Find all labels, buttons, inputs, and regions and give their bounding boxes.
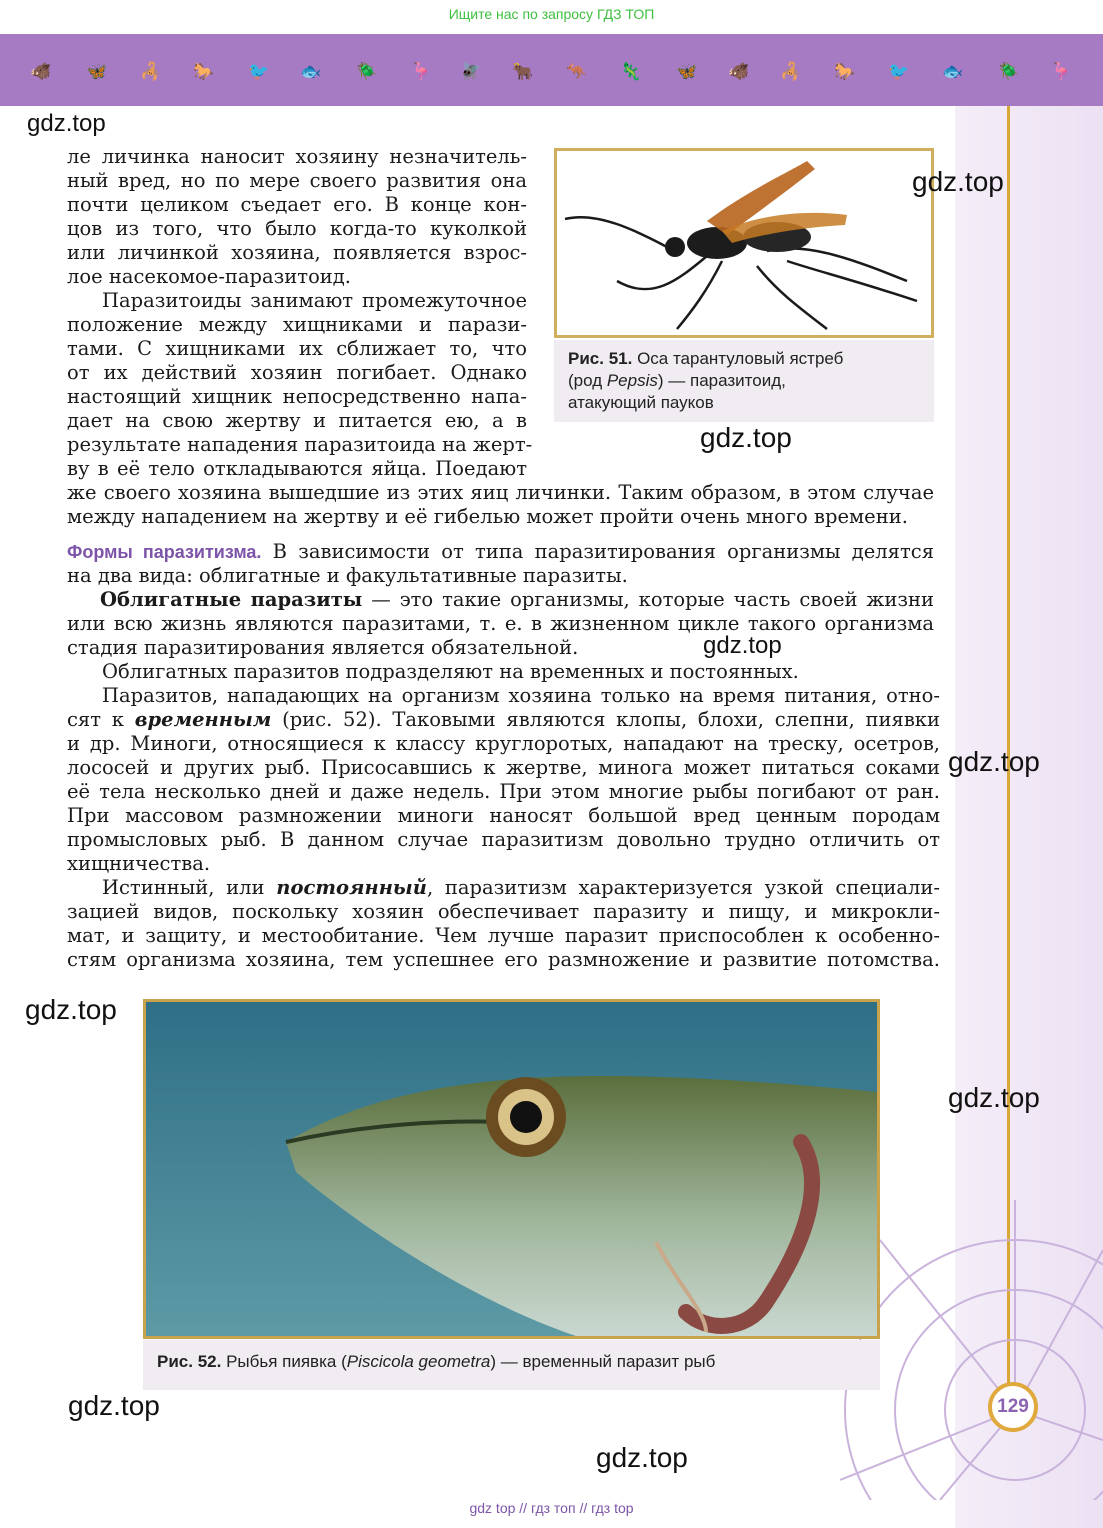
text-line: или всю жизнь являются паразитами, т. е. в жизненном цикле такого организма [67,612,934,635]
footer-link[interactable]: гдз top [591,1500,634,1516]
watermark: gdz.top [700,422,792,453]
text-line: ву в её тело откладываются яйца. Поедают [67,457,527,480]
fish-image [146,1002,877,1336]
fly-icon: 🪰 [460,62,482,82]
text-line: или личинкой хозяина, появляется взрос- [67,241,527,264]
text-line: сят к [67,708,135,731]
horse-icon: 🐎 [834,62,856,82]
watermark: gdz.top [68,1390,160,1421]
text-line: хищничества. [67,852,211,875]
text-line: При массовом размножении миноги наносят большой вред ценным породам [67,804,940,827]
text-line: между нападением на жертву и её гибелью может пройти очень много времени. [67,505,908,528]
text-line: результате нападения паразитоида на жерт- [67,433,533,456]
caption-text: атакующий пауков [568,393,714,412]
bird-icon: 🐦 [248,62,270,82]
kangaroo-icon: 🦘 [566,62,588,82]
text-line: , паразитизм характеризуется узкой специали- [426,876,940,899]
text-line: стадия паразитирования является обязательной. [67,636,579,659]
fish-icon: 🐟 [300,62,322,82]
heron-icon: 🦩 [1050,62,1072,82]
text-line: же своего хозяина вышедшие из этих яиц личинки. Таким образом, в этом случае [67,481,934,504]
figure-wasp [554,148,934,338]
paragraph-temporary [67,684,940,876]
footer-links [0,1500,1103,1516]
watermark: gdz.top [912,166,1004,197]
text-line: почти целиком съедает его. В конце кон- [67,193,527,216]
paragraph-forms [67,540,934,588]
text-line: В зависимости от типа паразитирования организмы делятся [272,540,934,563]
page-number: 129 [988,1382,1038,1432]
caption-species: Piscicola geometra [346,1352,491,1371]
fish-icon: 🐟 [942,62,964,82]
text-line: Паразитов, нападающих на организм хозяина только на время питания, отно- [102,684,940,707]
text-line: Истинный, или [102,876,277,899]
footer-link[interactable]: гдз топ [530,1500,576,1516]
text-line: дает на свою жертву и питается ею, а в [67,409,527,432]
paragraph-permanent [67,876,940,972]
footer-link[interactable]: gdz top [469,1500,516,1516]
beetle-icon: 🪲 [998,62,1020,82]
paragraph-parasitoids-cont [67,481,934,529]
boar-icon: 🐗 [30,62,52,82]
text-line: настоящий хищник непосредственно напа- [67,385,527,408]
text-line: ный вред, но по мере своего развития она [67,169,527,192]
butterfly-icon: 🦋 [86,62,108,82]
watermark: gdz.top [596,1442,688,1473]
text-line: мат, и защиту, и местообитание. Чем лучше паразит приспособлен к особенно- [67,924,940,947]
heron-icon: 🦩 [410,62,432,82]
text-line: Паразитоиды занимают промежуточное [102,289,527,312]
caption-genus: Pepsis [606,371,658,390]
top-ad-text[interactable]: Ищите нас по запросу ГДЗ ТОП [448,6,655,22]
caption-text: ) — паразитоид, [657,371,786,390]
bird-icon: 🐦 [888,62,910,82]
wasp-image [557,151,931,335]
text-line: на два вида: облигатные и факультативные паразиты. [67,564,628,587]
text-line: цов из того, что было когда-то куколкой [67,217,527,240]
text-line: и др. Миноги, относящиеся к классу круглоротых, нападают на треску, осетров, [67,732,940,755]
text-line: лососей и других рыб. Присосавшись к жертве, минога может питаться соками [67,756,940,779]
caption-text: ) — временный паразит рыб [490,1352,716,1371]
section-heading: Формы паразитизма. [67,542,262,562]
term-obligate: Облигатные паразиты [100,588,363,611]
caption-text: Оса тарантуловый ястреб [637,349,844,368]
term-temporary: временным [134,708,272,731]
paragraph-obligate [67,588,934,660]
figure-fish-leech [143,999,880,1339]
paragraph-parasitoids [67,289,533,481]
text-line: промысловых рыб. В данном случае паразитизм довольно трудно отличить от [67,828,940,851]
paragraph-subdivision [67,660,934,684]
watermark: gdz.top [948,1082,1040,1113]
text-line: её тела несколько дней и даже недель. При этом многие рыбы погибают от ран. [67,780,940,803]
caption-text: (род [568,371,607,390]
figure-label: Рис. 51. [568,349,633,368]
text-line: ле личинка наносит хозяину незначитель- [67,145,527,168]
horse-icon: 🐎 [193,62,215,82]
text-line: от их действий хозяин погибает. Однако [67,361,527,384]
watermark: gdz.top [948,746,1040,777]
term-permanent: постоянный [276,876,427,899]
header-banner [0,34,1103,106]
footer-separator: // [519,1500,528,1516]
text-line: стям организма хозяина, тем успешнее его размножение и развитие потомства. [67,948,940,971]
scorpion-icon: 🦂 [140,62,162,82]
caption-text: Рыбья пиявка ( [226,1352,347,1371]
text-line: зацией видов, поскольку хозяин обеспечивает паразиту и пищу, и микрокли- [67,900,940,923]
footer-separator: // [579,1500,588,1516]
text-line: — это такие организмы, которые часть своей жизни [362,588,935,611]
lizard-icon: 🦎 [620,62,642,82]
butterfly-icon: 🦋 [676,62,698,82]
figure-label: Рис. 52. [157,1352,222,1371]
figure-51-caption [554,340,934,422]
text-line: лое насекомое-паразитоид. [67,265,352,288]
scorpion-icon: 🦂 [780,62,802,82]
paragraph-larva [67,145,527,289]
figure-52-caption [143,1340,880,1390]
watermark: gdz.top [27,110,106,137]
beetle-icon: 🪲 [356,62,378,82]
text-line: Облигатных паразитов подразделяют на временных и постоянных. [102,660,799,683]
text-line: положение между хищниками и парази- [67,313,527,336]
bull-icon: 🐂 [512,62,534,82]
watermark: gdz.top [703,632,782,659]
watermark: gdz.top [25,994,117,1025]
boar-icon: 🐗 [728,62,750,82]
text-line: (рис. 52). Таковыми являются клопы, блохи, слепни, пиявки [271,708,940,731]
text-line: тами. С хищниками их сближает то, что [67,337,527,360]
